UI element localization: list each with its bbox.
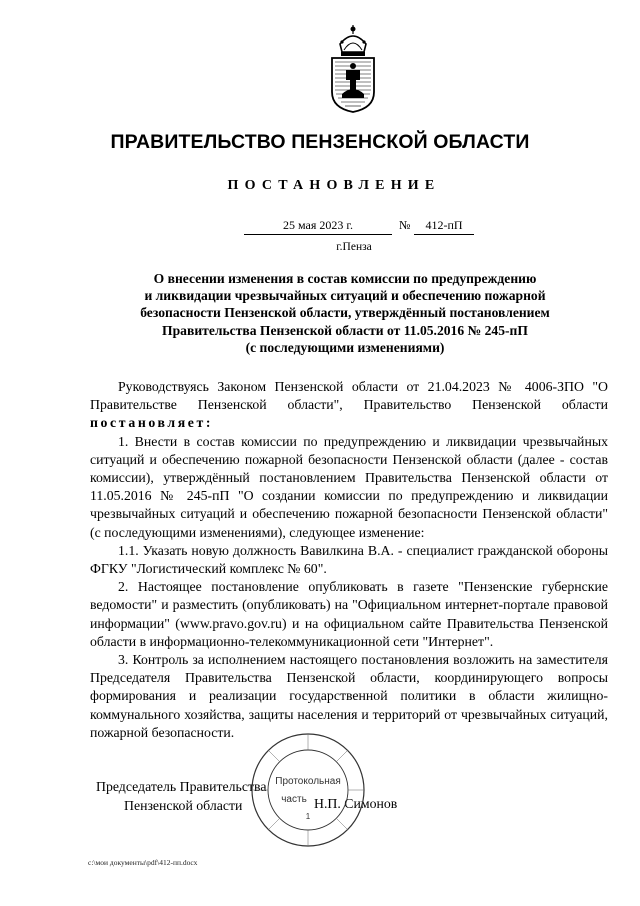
position-line: Пензенской области xyxy=(124,797,243,813)
preamble-paragraph xyxy=(90,378,608,433)
resolves-word: постановляет: xyxy=(90,415,214,431)
signatory-position xyxy=(96,778,266,815)
protocol-stamp xyxy=(248,730,368,850)
document-subject xyxy=(92,270,598,356)
stamp-text-line: часть xyxy=(281,794,307,805)
subject-line: безопасности Пензенской области, утверждённый постановлением xyxy=(140,305,550,321)
document-number: 412-пП xyxy=(414,218,474,235)
document-date: 25 мая 2023 г. xyxy=(244,218,392,235)
item-3-paragraph: 3. Контроль за исполнением настоящего постановления возложить на заместителя Председателя Правительства Пензенской области, координирующего вопросы формирования и реализации государственной политики в области жилищно-коммунального хозяйства, защиты населения и территорий от чрезвычайных ситуаций, пожарной безопасности. xyxy=(90,652,608,740)
preamble-text: Руководствуясь Законом Пензенской области от 21.04.2023 № 4006-ЗПО "О Правительстве Пензенской области", Правительство Пензенской области xyxy=(90,379,608,413)
coat-of-arms-emblem xyxy=(326,22,380,116)
signatory-name: Н.П. Симонов xyxy=(314,796,398,811)
subject-line: и ликвидации чрезвычайных ситуаций и обеспечению пожарной xyxy=(144,288,546,304)
subject-line: Правительства Пензенской области от 11.05.2016 № 245-пП xyxy=(162,322,528,338)
stamp-number: 1 xyxy=(305,812,311,821)
document-type: ПОСТАНОВЛЕНИЕ xyxy=(227,178,441,193)
subject-line: О внесении изменения в состав комиссии по предупреждению xyxy=(153,271,537,286)
stamp-text-line: Протокольная xyxy=(275,776,341,787)
number-sign: № xyxy=(399,218,411,232)
document-body xyxy=(90,378,608,742)
issue-city: г.Пенза xyxy=(336,241,372,253)
position-line: Председатель Правительства xyxy=(96,779,267,794)
item-2-paragraph: 2. Настоящее постановление опубликовать в газете "Пензенские губернские ведомости" и разместить (опубликовать) на "Официальном интернет-портале правовой информации" (www.pravo.gov.ru) и на официальном сайте Правительства Пензенской области в информационно-телекоммуникационной сети "Интернет". xyxy=(90,579,608,649)
subject-line: (с последующими изменениями) xyxy=(245,339,445,355)
file-path: c:\мои документы\pdf\412-пп.docx xyxy=(88,858,198,867)
item-1-paragraph: 1. Внести в состав комиссии по предупреждению и ликвидации чрезвычайных ситуаций и обеспечению пожарной безопасности Пензенской области (далее - состав комиссии), утверждённый постановлением Правительства Пензенской области от 11.05.2016 № 245-пП "О создании комиссии по предупреждению и ликвидации чрезвычайных ситуаций и обеспечению пожарной безопасности Пензенской области" (с последующими изменениями), следующее изменение: xyxy=(90,433,608,540)
government-title: ПРАВИТЕЛЬСТВО ПЕНЗЕНСКОЙ ОБЛАСТИ xyxy=(110,131,530,153)
item-1-1-paragraph: 1.1. Указать новую должность Вавилкина В.А. - специалист гражданской обороны ФГКУ "Логистический комплекс № 60". xyxy=(90,542,608,577)
